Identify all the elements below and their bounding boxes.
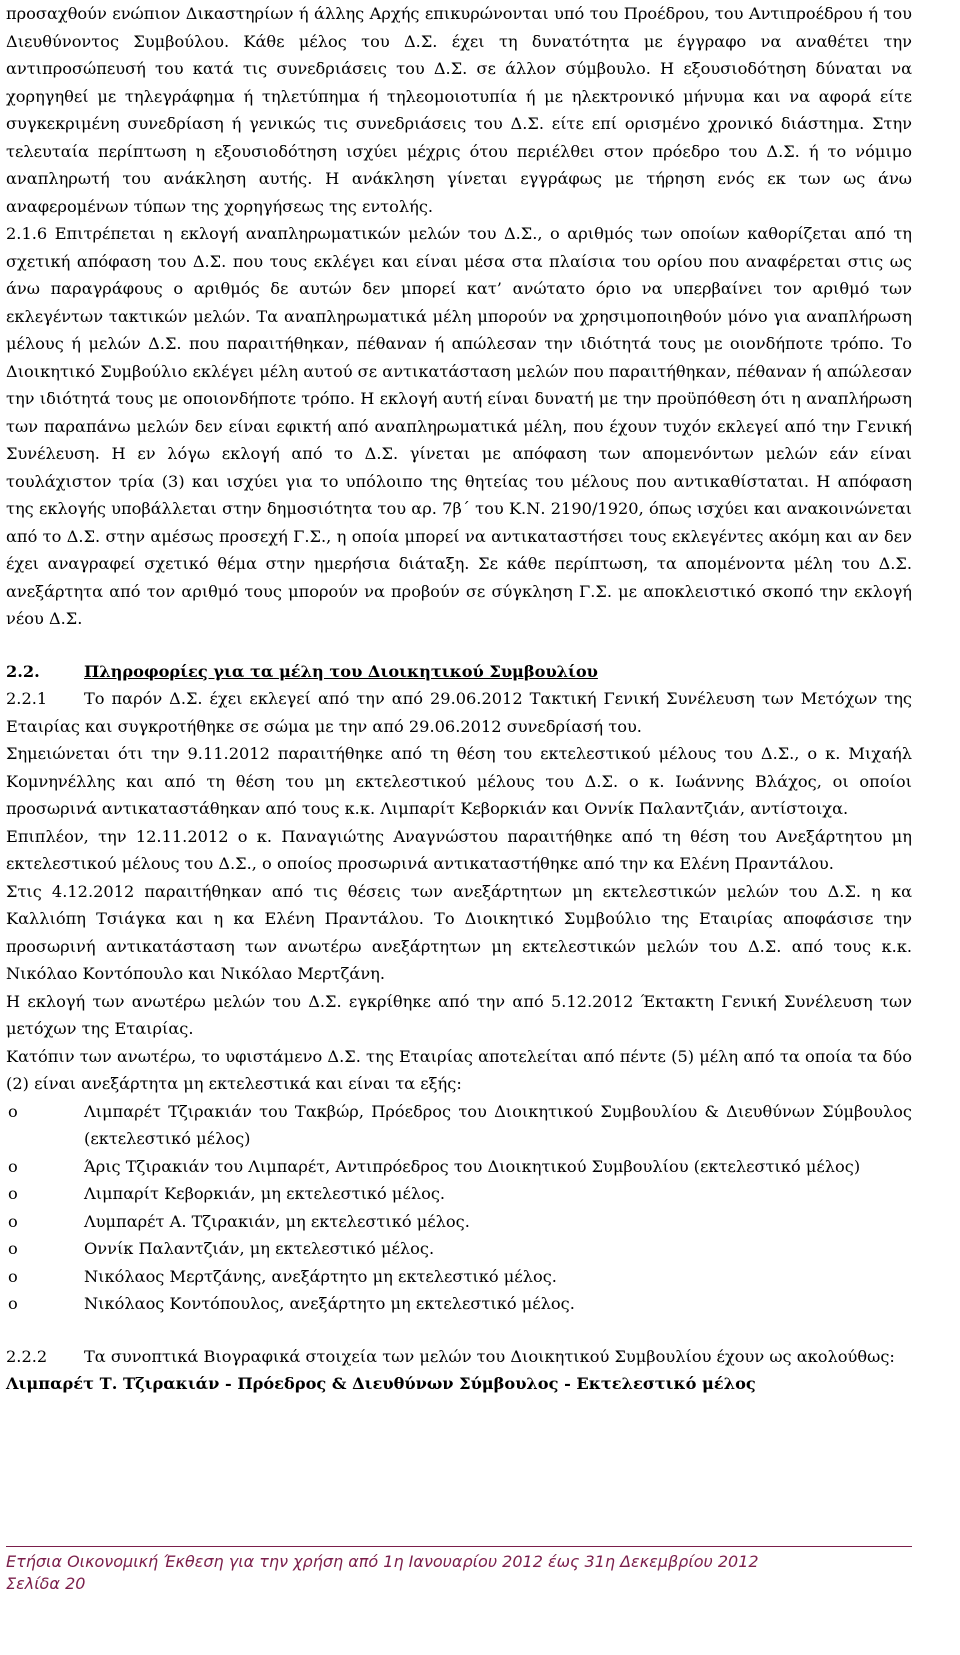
section-heading-2-2 xyxy=(6,658,912,686)
list-item xyxy=(6,1235,912,1263)
member-text: Άρις Τζιρακιάν του Λιμπαρέτ, Αντιπρόεδρος του Διοικητικού Συμβουλίου (εκτελεστικό μέλος) xyxy=(84,1156,861,1176)
paragraph-2-2-2 xyxy=(6,1343,912,1371)
list-item xyxy=(6,1263,912,1291)
list-item xyxy=(6,1153,912,1181)
bullet-icon: o xyxy=(8,1156,18,1176)
paragraph-note-1: Σημειώνεται ότι την 9.11.2012 παραιτήθηκε από τη θέση του εκτελεστικού μέλους του Δ.Σ., ο κ. Μιχαήλ Κομνηνέλλης και από τη θέση του μη εκτελεστικού μέλους του Δ.Σ. ο κ. Ιωάννης Βλάχος, οι οποίοι προσωρινά αντικαταστάθηκαν από τους κ.κ. Λιμπαρίτ Κεβορκιάν και Οννίκ Παλαντζιάν, αντίστοιχα. xyxy=(6,744,912,818)
member-text: Λιμπαρίτ Κεβορκιάν, μη εκτελεστικό μέλος. xyxy=(84,1184,446,1203)
bullet-icon: o xyxy=(8,1101,18,1121)
member-text: Οννίκ Παλαντζιάν, μη εκτελεστικό μέλος. xyxy=(84,1239,435,1258)
page-number: Σελίδα 20 xyxy=(6,1574,86,1593)
paragraph-intro: προσαχθούν ενώπιον Δικαστηρίων ή άλλης Αρχής επικυρώνονται υπό του Προέδρου, του Αντιπροέδρου ή του Διευθύνοντος Συμβούλου. Κάθε μέλος του Δ.Σ. έχει τη δυνατότητα με έγγραφο να αναθέτει την αντιπροσώπευσή του κατά τις συνεδριάσεις του Δ.Σ. σε άλλον σύμβουλο. Η εξουσιοδότηση δύναται να χορηγηθεί με τηλεγράφημα ή τηλετύπημα ή τηλεομοιοτυπία ή με ηλεκτρονικό μήνυμα και να αφορά είτε συγκεκριμένη συνεδρίαση ή γενικώς τις συνεδριάσεις του Δ.Σ. είτε επί ορισμένο χρονικό διάστημα. Στην τελευταία περίπτωση η εξουσιοδότηση ισχύει μέχρις ότου περιέλθει στον πρόεδρο του Δ.Σ. ή το νόμιμο αναπληρωτή του ανάκληση αυτής. Η ανάκληση γίνεται εγγράφως με τήρηση ενός εκ των ως άνω αναφερομένων τύπων της χορηγήσεως της εντολής. xyxy=(6,4,912,216)
list-item xyxy=(6,1098,912,1153)
paragraph-note-2: Επιπλέον, την 12.11.2012 ο κ. Παναγιώτης Αναγνώστου παραιτήθηκε από τη θέση του Ανεξάρτητου μη εκτελεστικού μέλους του Δ.Σ., ο οποίος προσωρινά αντικαταστήθηκε από την κα Ελένη Πραντάλου. xyxy=(6,826,912,873)
subsection-text: Το παρόν Δ.Σ. έχει εκλεγεί από την από 29.06.2012 Τακτική Γενική Συνέλευση των Μετόχων της Εταιρίας και συγκροτήθηκε σε σώμα με την από 29.06.2012 συνεδρίασή του. xyxy=(6,689,912,736)
bullet-icon: o xyxy=(8,1184,18,1203)
list-item xyxy=(6,1180,912,1208)
bio-heading: Λιμπαρέτ Τ. Τζιρακιάν - Πρόεδρος & Διευθύνων Σύμβουλος - Εκτελεστικό μέλος xyxy=(6,1374,756,1393)
paragraph-note-5: Κατόπιν των ανωτέρω, το υφιστάμενο Δ.Σ. της Εταιρίας αποτελείται από πέντε (5) μέλη από τα οποία τα δύο (2) είναι ανεξάρτητα μη εκτελεστικά και είναι τα εξής: xyxy=(6,1046,912,1093)
paragraph-note-3: Στις 4.12.2012 παραιτήθηκαν από τις θέσεις των ανεξάρτητων μη εκτελεστικών μελών του Δ.Σ. η κα Καλλιόπη Τσιάγκα και η κα Ελένη Πραντάλου. Το Διοικητικό Συμβούλιο της Εταιρίας αποφάσισε την προσωρινή αντικατάσταση των ανωτέρω ανεξάρτητων μη εκτελεστικών μελών του Δ.Σ. από τους κ.κ. Νικόλαο Κοντόπουλο και Νικόλαο Μερτζάνη. xyxy=(6,881,912,983)
member-text: Νικόλαος Μερτζάνης, ανεξάρτητο μη εκτελεστικό μέλος. xyxy=(84,1266,557,1286)
document-body xyxy=(6,0,912,1398)
member-text: Νικόλαος Κοντόπουλος, ανεξάρτητο μη εκτελεστικό μέλος. xyxy=(84,1294,575,1313)
paragraph-2-1-6: 2.1.6 Επιτρέπεται η εκλογή αναπληρωματικών μελών του Δ.Σ., ο αριθμός των οποίων καθορίζεται από τη σχετική απόφαση του Δ.Σ. που τους εκλέγει και είναι μέσα στα πλαίσια του ορίου που αναφέρεται στις ως άνω παραγράφους ο αριθμός δε αυτών δεν μπορεί κατ’ ανώτατο όριο να υπερβαίνει τον αριθμό των εκλεγέντων τακτικών μελών. Τα αναπληρωματικά μέλη μπορούν να χρησιμοποιηθούν μόνο για αναπλήρωση μέλους ή μελών Δ.Σ. που παραιτήθηκαν, πέθαναν ή απώλεσαν την ιδιότητά τους με οιονδήποτε τρόπο. Το Διοικητικό Συμβούλιο εκλέγει μέλη αυτού σε αντικατάσταση μελών που παραιτήθηκαν, πέθαναν ή απώλεσαν την ιδιότητά τους με οποιονδήποτε τρόπο. Η εκλογή αυτή είναι δυνατή με την προϋπόθεση ότι η αναπλήρωση των παραπάνω μελών δεν είναι εφικτή από αναπληρωματικά μέλη, που έχουν τυχόν εκλεγεί από την Γενική Συνέλευση. Η εν λόγω εκλογή από το Δ.Σ. γίνεται με απόφαση των απομενόντων μελών εάν είναι τουλάχιστον τρία (3) και ισχύει για το υπόλοιπο της θητείας του μέλους που αντικαθίσταται. Η απόφαση της εκλογής υποβάλλεται στην δημοσιότητα του αρ. 7β΄ του Κ.Ν. 2190/1920, όπως ισχύει και ανακοινώνεται από το Δ.Σ. στην αμέσως προσεχή Γ.Σ., η οποία μπορεί να αντικαταστήσει τους εκλεγέντες ακόμη και αν δεν έχει αναγραφεί σχετικό θέμα στην ημερήσια διάταξη. Σε κάθε περίπτωση, τα απομένοντα μέλη του Δ.Σ. ανεξάρτητα από τον αριθμό τους μπορούν να προβούν σε σύγκληση Γ.Σ. με αποκλειστικό σκοπό την εκλογή νέου Δ.Σ. xyxy=(6,224,913,628)
subsection-number: 2.2.1 xyxy=(6,689,48,708)
bullet-icon: o xyxy=(8,1211,18,1231)
paragraph-note-4: Η εκλογή των ανωτέρω μελών του Δ.Σ. εγκρίθηκε από την από 5.12.2012 Έκτακτη Γενική Συνέλευση των μετόχων της Εταιρίας. xyxy=(6,991,912,1038)
subsection-number: 2.2.2 xyxy=(6,1346,48,1366)
section-title: Πληροφορίες για τα μέλη του Διοικητικού Συμβουλίου xyxy=(84,661,598,681)
subsection-text: Τα συνοπτικά Βιογραφικά στοιχεία των μελών του Διοικητικού Συμβουλίου έχουν ως ακολούθως: xyxy=(84,1346,895,1366)
section-number: 2.2. xyxy=(6,661,40,681)
report-title: Ετήσια Οικονομική Έκθεση για την χρήση από 1η Ιανουαρίου 2012 έως 31η Δεκεμβρίου 2012 xyxy=(6,1552,759,1571)
member-text: Λυμπαρέτ Α. Τζιρακιάν, μη εκτελεστικό μέλος. xyxy=(84,1211,470,1231)
paragraph-2-2-1 xyxy=(6,685,912,740)
bullet-icon: o xyxy=(8,1266,18,1286)
list-item xyxy=(6,1290,912,1318)
page-footer xyxy=(6,1546,912,1595)
board-members-list xyxy=(6,1098,912,1318)
member-text: Λιμπαρέτ Τζιρακιάν του Τακβώρ, Πρόεδρος του Διοικητικού Συμβουλίου & Διευθύνων Σύμβουλος (εκτελεστικό μέλος) xyxy=(84,1101,912,1148)
bullet-icon: o xyxy=(8,1239,18,1258)
bullet-icon: o xyxy=(8,1294,18,1313)
list-item xyxy=(6,1208,912,1236)
